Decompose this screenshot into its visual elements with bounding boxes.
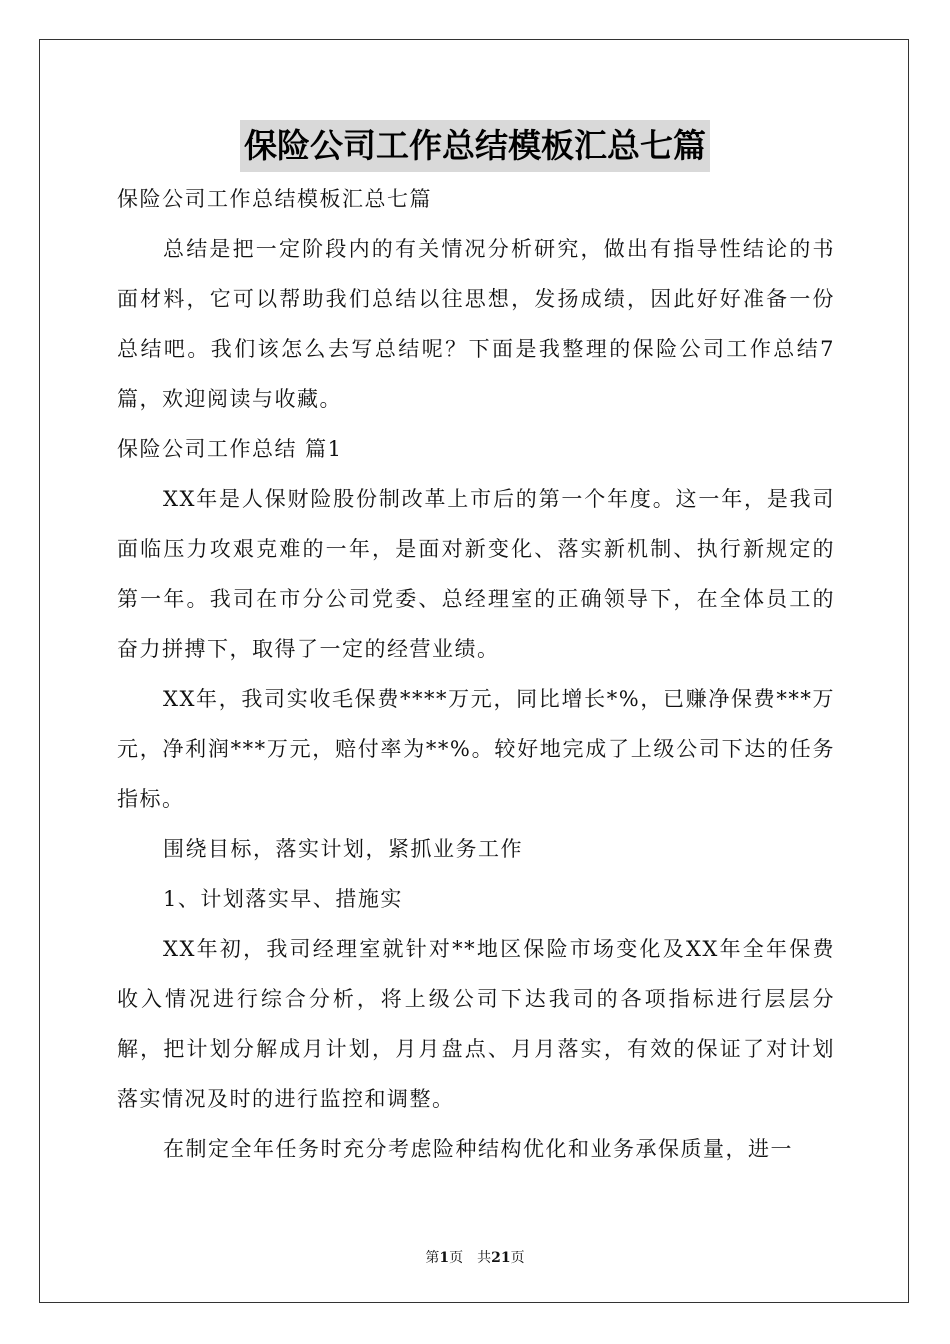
page-number: 1 xyxy=(439,1250,450,1266)
total-prefix: 共 xyxy=(477,1250,492,1266)
paragraph: 在制定全年任务时充分考虑险种结构优化和业务承保质量，进一 xyxy=(163,1137,793,1161)
document-body xyxy=(117,174,835,1174)
title-container xyxy=(0,120,950,172)
section-heading: 保险公司工作总结 篇1 xyxy=(117,437,343,461)
paragraph-intro: 总结是把一定阶段内的有关情况分析研究，做出有指导性结论的书面材料，它可以帮助我们总结以往思想，发扬成绩，因此好好准备一份总结吧。我们该怎么去写总结呢？下面是我整理的保险公司工作总结7篇，欢迎阅读与收藏。 xyxy=(117,237,835,411)
document-title: 保险公司工作总结模板汇总七篇 xyxy=(240,120,710,172)
page-prefix: 第 xyxy=(425,1250,440,1266)
paragraph: 围绕目标，落实计划，紧抓业务工作 xyxy=(163,837,523,861)
paragraph: XX年初，我司经理室就针对**地区保险市场变化及XX年全年保费收入情况进行综合分析，将上级公司下达我司的各项指标进行层层分解，把计划分解成月计划，月月盘点、月月落实，有效的保证了对计划落实情况及时的进行监控和调整。 xyxy=(117,937,835,1111)
paragraph: XX年，我司实收毛保费****万元，同比增长*%，已赚净保费***万元，净利润***万元，赔付率为**%。较好地完成了上级公司下达的任务指标。 xyxy=(117,687,835,811)
paragraph: XX年是人保财险股份制改革上市后的第一个年度。这一年，是我司面临压力攻艰克难的一年，是面对新变化、落实新机制、执行新规定的第一年。我司在市分公司党委、总经理室的正确领导下，在全体员工的奋力拼搏下，取得了一定的经营业绩。 xyxy=(117,487,835,661)
page-suffix: 页 xyxy=(449,1250,464,1266)
total-suffix: 页 xyxy=(510,1250,525,1266)
paragraph-subtitle: 保险公司工作总结模板汇总七篇 xyxy=(117,187,432,211)
page-footer xyxy=(0,1248,950,1268)
paragraph: 1、计划落实早、措施实 xyxy=(163,887,403,911)
total-pages: 21 xyxy=(491,1250,511,1266)
